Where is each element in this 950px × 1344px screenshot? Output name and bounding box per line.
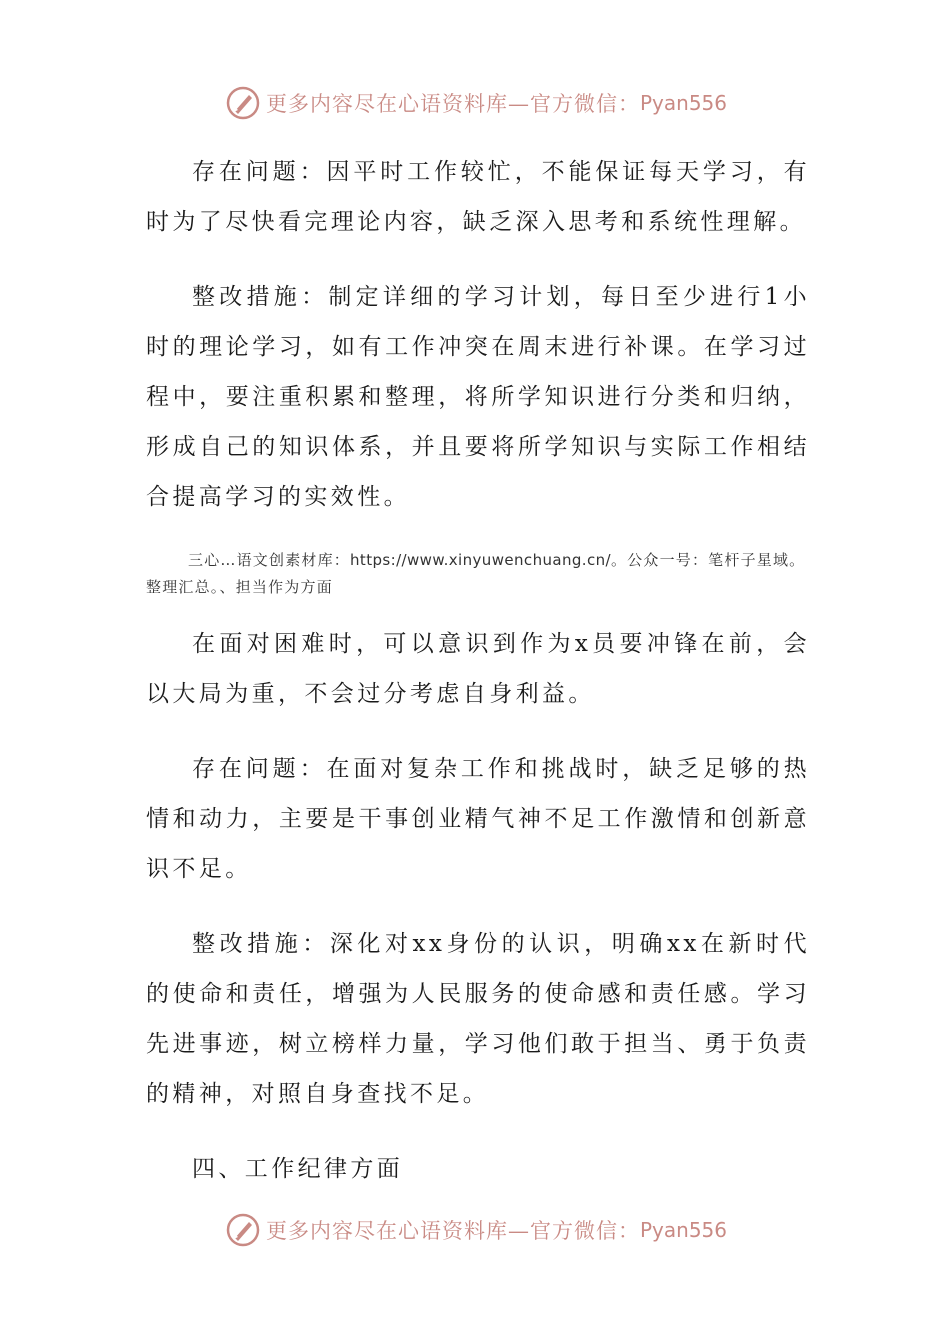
banner-text: 更多内容尽在心语资料库—官方微信：: [266, 92, 640, 116]
banner-wechat-id: Pyan556: [640, 1218, 728, 1242]
banner-text: 更多内容尽在心语资料库—官方微信：: [266, 1219, 640, 1243]
paragraph: 存在问题：因平时工作较忙，不能保证每天学习，有时为了尽快看完理论内容，缺乏深入思考和系统性理解。: [146, 159, 810, 235]
header-watermark: [226, 83, 727, 123]
paragraph: 整改措施：制定详细的学习计划，每日至少进行1小时的理论学习，如有工作冲突在周末进行补课。在学习过程中，要注重积累和整理，将所学知识进行分类和归纳，形成自己的知识体系，并且要将所学知识与实际工作相结合提高学习的实效性。: [146, 284, 810, 510]
document-body: [146, 147, 810, 1219]
note-prefix: 三心…语文创素材库：: [188, 551, 351, 569]
source-url-link[interactable]: https://www.xinyuwenchuang.cn/: [350, 551, 611, 569]
paragraph: 在面对困难时，可以意识到作为x员要冲锋在前，会以大局为重，不会过分考虑自身利益。: [146, 631, 810, 707]
banner-wechat-id: Pyan556: [640, 91, 728, 115]
pen-logo-icon: [226, 86, 260, 120]
pen-logo-icon: [226, 1213, 260, 1247]
section-heading: 四、工作纪律方面: [192, 1156, 404, 1182]
paragraph: 存在问题：在面对复杂工作和挑战时，缺乏足够的热情和动力，主要是干事创业精气神不足工作激情和创新意识不足。: [146, 756, 810, 882]
paragraph: 整改措施：深化对xx身份的认识，明确xx在新时代的使命和责任，增强为人民服务的使命感和责任感。学习先进事迹，树立榜样力量，学习他们敢于担当、勇于负责的精神，对照自身查找不足。: [146, 931, 810, 1107]
footer-watermark: [226, 1210, 727, 1250]
note-suffix: 。公众一号：笔杆子星域。整理汇总。、担当作为方面: [146, 551, 806, 596]
source-note: [146, 547, 810, 601]
